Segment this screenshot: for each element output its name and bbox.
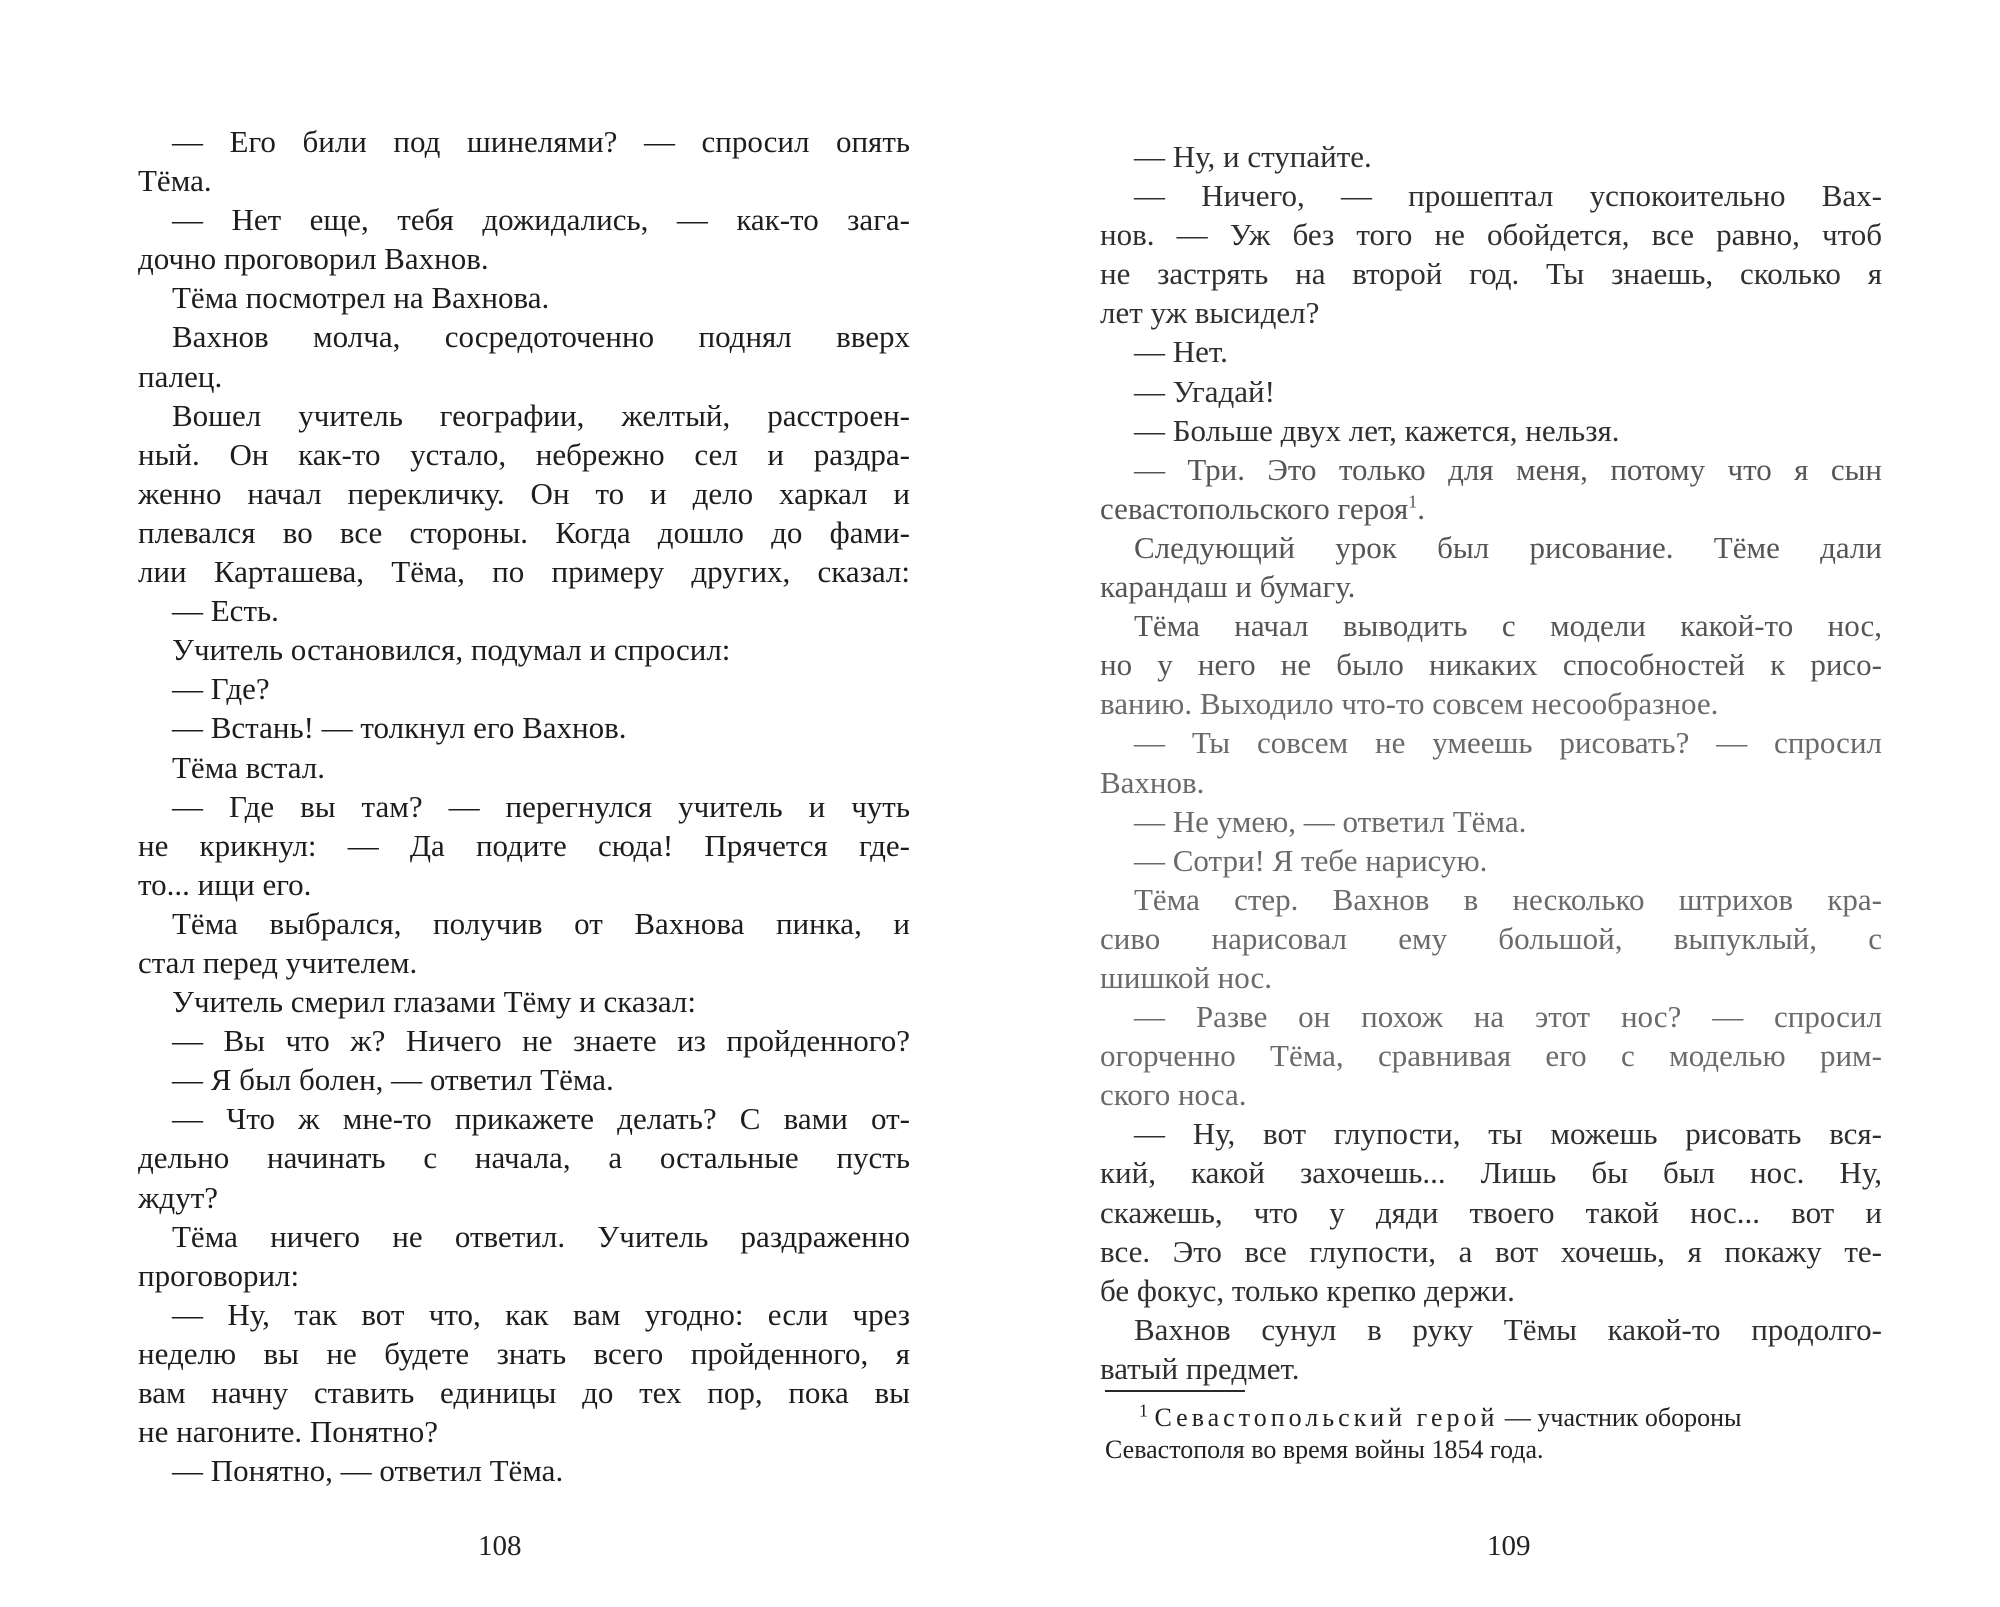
text-line: лет уж высидел? bbox=[1100, 295, 1320, 331]
text-line: дочно проговорил Вахнов. bbox=[138, 241, 489, 277]
text-line: — Его били под шинелями? — спросил опять bbox=[172, 124, 910, 159]
text-line: — Больше двух лет, кажется, нельзя. bbox=[1134, 412, 1620, 448]
text-line: Учитель остановился, подумал и спросил: bbox=[172, 632, 731, 668]
footnote-term: Севастопольский герой bbox=[1154, 1403, 1499, 1432]
text-line: ждут? bbox=[138, 1179, 218, 1215]
text-line: кий, какой захочешь... Лишь бы был нос. Ну, bbox=[1100, 1155, 1882, 1191]
text-line: — Ну, так вот что, как вам угодно: если чрез bbox=[172, 1296, 910, 1332]
page-number: 109 bbox=[1487, 1530, 1531, 1562]
text-line: — Ничего, — прошептал успокоительно Вах- bbox=[1134, 178, 1882, 214]
text-line: не крикнул: — Да подите сюда! Прячется где- bbox=[138, 827, 910, 863]
text-line: — Есть. bbox=[172, 593, 279, 629]
text-line: сиво нарисовал ему большой, выпуклый, с bbox=[1100, 920, 1882, 956]
text-line: бе фокус, только крепко держи. bbox=[1100, 1272, 1515, 1308]
text-line: вам начну ставить единицы до тех пор, пока вы bbox=[138, 1375, 910, 1410]
text-line: ского носа. bbox=[1100, 1077, 1247, 1113]
text-line: — Разве он похож на этот нос? — спросил bbox=[1134, 999, 1882, 1035]
text-line: стал перед учителем. bbox=[138, 944, 418, 980]
text-line: — Ну, вот глупости, ты можешь рисовать вся- bbox=[1134, 1116, 1882, 1152]
text-line: Тёма стер. Вахнов в несколько штрихов кра- bbox=[1134, 881, 1882, 917]
text-line: — Встань! — толкнул его Вахнов. bbox=[172, 710, 627, 746]
text-line: проговорил: bbox=[138, 1257, 300, 1293]
text-line: ванию. Выходило что-то совсем несообразное. bbox=[1100, 686, 1719, 722]
footnote-marker: 1 bbox=[1408, 491, 1418, 512]
text-line: — Три. Это только для меня, потому что я сын bbox=[1134, 451, 1882, 487]
text-line: нов. — Уж без того не обойдется, все равно, чтоб bbox=[1100, 217, 1882, 253]
text-line: не нагоните. Понятно? bbox=[138, 1414, 439, 1450]
text-line: — Нет. bbox=[1134, 334, 1228, 370]
text-line: Вахнов молча, сосредоточенно поднял вверх bbox=[172, 319, 910, 355]
text-line: палец. bbox=[138, 358, 223, 394]
text-line: все. Это все глупости, а вот хочешь, я покажу те- bbox=[1100, 1233, 1882, 1269]
text-line: неделю вы не будете знать всего пройденного, я bbox=[138, 1335, 910, 1371]
text-line: Тёма ничего не ответил. Учитель раздраженно bbox=[172, 1218, 910, 1254]
text-line: — Где вы там? — перегнулся учитель и чуть bbox=[172, 788, 910, 824]
text-line: лии Карташева, Тёма, по примеру других, сказал: bbox=[138, 554, 910, 590]
footnote-divider bbox=[1105, 1390, 1245, 1392]
text-line: Следующий урок был рисование. Тёме дали bbox=[1134, 529, 1882, 565]
text-line: — Угадай! bbox=[1134, 373, 1275, 409]
text-line: — Ну, и ступайте. bbox=[1134, 139, 1372, 174]
text-line: — Сотри! Я тебе нарисую. bbox=[1134, 842, 1488, 878]
text-line: Вахнов сунул в руку Тёмы какой-то продолго- bbox=[1134, 1311, 1882, 1347]
text-line: плевался во все стороны. Когда дошло до фами- bbox=[138, 514, 910, 550]
footnote bbox=[1105, 1402, 1913, 1466]
text-line: — Нет еще, тебя дожидались, — как-то зага- bbox=[172, 202, 910, 238]
text-line: — Ты совсем не умеешь рисовать? — спросил bbox=[1134, 725, 1882, 761]
page-number: 108 bbox=[478, 1530, 522, 1562]
left-page-text bbox=[138, 122, 910, 1490]
text-line: дельно начинать с начала, а остальные пусть bbox=[138, 1140, 910, 1176]
text-line-content: севастопольского героя bbox=[1100, 490, 1409, 526]
text-line: — Я был болен, — ответил Тёма. bbox=[172, 1062, 614, 1098]
text-line: огорченно Тёма, сравнивая его с моделью рим- bbox=[1100, 1038, 1882, 1074]
footnote-number: 1 bbox=[1139, 1400, 1148, 1421]
text-line: — Что ж мне-то прикажете делать? С вами от- bbox=[172, 1101, 910, 1137]
footnote-line: Севастополя во время войны 1854 года. bbox=[1105, 1435, 1544, 1464]
footnote-line bbox=[1105, 1402, 1913, 1434]
text-line: Тёма выбрался, получив от Вахнова пинка, и bbox=[172, 905, 910, 941]
text-line: Вошел учитель географии, желтый, расстроен- bbox=[172, 397, 910, 433]
text-line: — Понятно, — ответил Тёма. bbox=[172, 1453, 564, 1489]
text-line: Учитель смерил глазами Тёму и сказал: bbox=[172, 984, 696, 1020]
text-line: Тёма встал. bbox=[172, 749, 326, 785]
text-line: — Где? bbox=[172, 671, 270, 707]
text-line: женно начал перекличку. Он то и дело харкал и bbox=[138, 475, 910, 511]
text-line bbox=[1100, 489, 1882, 528]
text-line: скажешь, что у дяди твоего такой нос... вот и bbox=[1100, 1194, 1882, 1230]
text-line: ный. Он как-то устало, небрежно сел и раздра- bbox=[138, 436, 910, 472]
text-line: не застрять на второй год. Ты знаешь, сколько я bbox=[1100, 256, 1882, 292]
right-page bbox=[1000, 0, 2000, 1607]
text-line: Тёма. bbox=[138, 163, 212, 199]
text-line: — Не умею, — ответил Тёма. bbox=[1134, 803, 1527, 839]
text-line: но у него не было никаких способностей к рисо- bbox=[1100, 647, 1882, 683]
text-line: — Вы что ж? Ничего не знаете из пройденного? bbox=[172, 1023, 910, 1059]
text-line-tail: . bbox=[1417, 490, 1425, 526]
text-line: карандаш и бумагу. bbox=[1100, 569, 1356, 605]
text-line: Тёма начал выводить с модели какой-то нос, bbox=[1134, 608, 1882, 644]
text-line: то... ищи его. bbox=[138, 866, 312, 902]
text-line: Тёма посмотрел на Вахнова. bbox=[172, 280, 550, 316]
text-line: ватый предмет. bbox=[1100, 1350, 1300, 1386]
footnote-text: — участник обороны bbox=[1498, 1403, 1742, 1432]
text-line: Вахнов. bbox=[1100, 764, 1205, 800]
right-page-text bbox=[1100, 137, 1882, 1388]
text-line: шишкой нос. bbox=[1100, 959, 1273, 995]
